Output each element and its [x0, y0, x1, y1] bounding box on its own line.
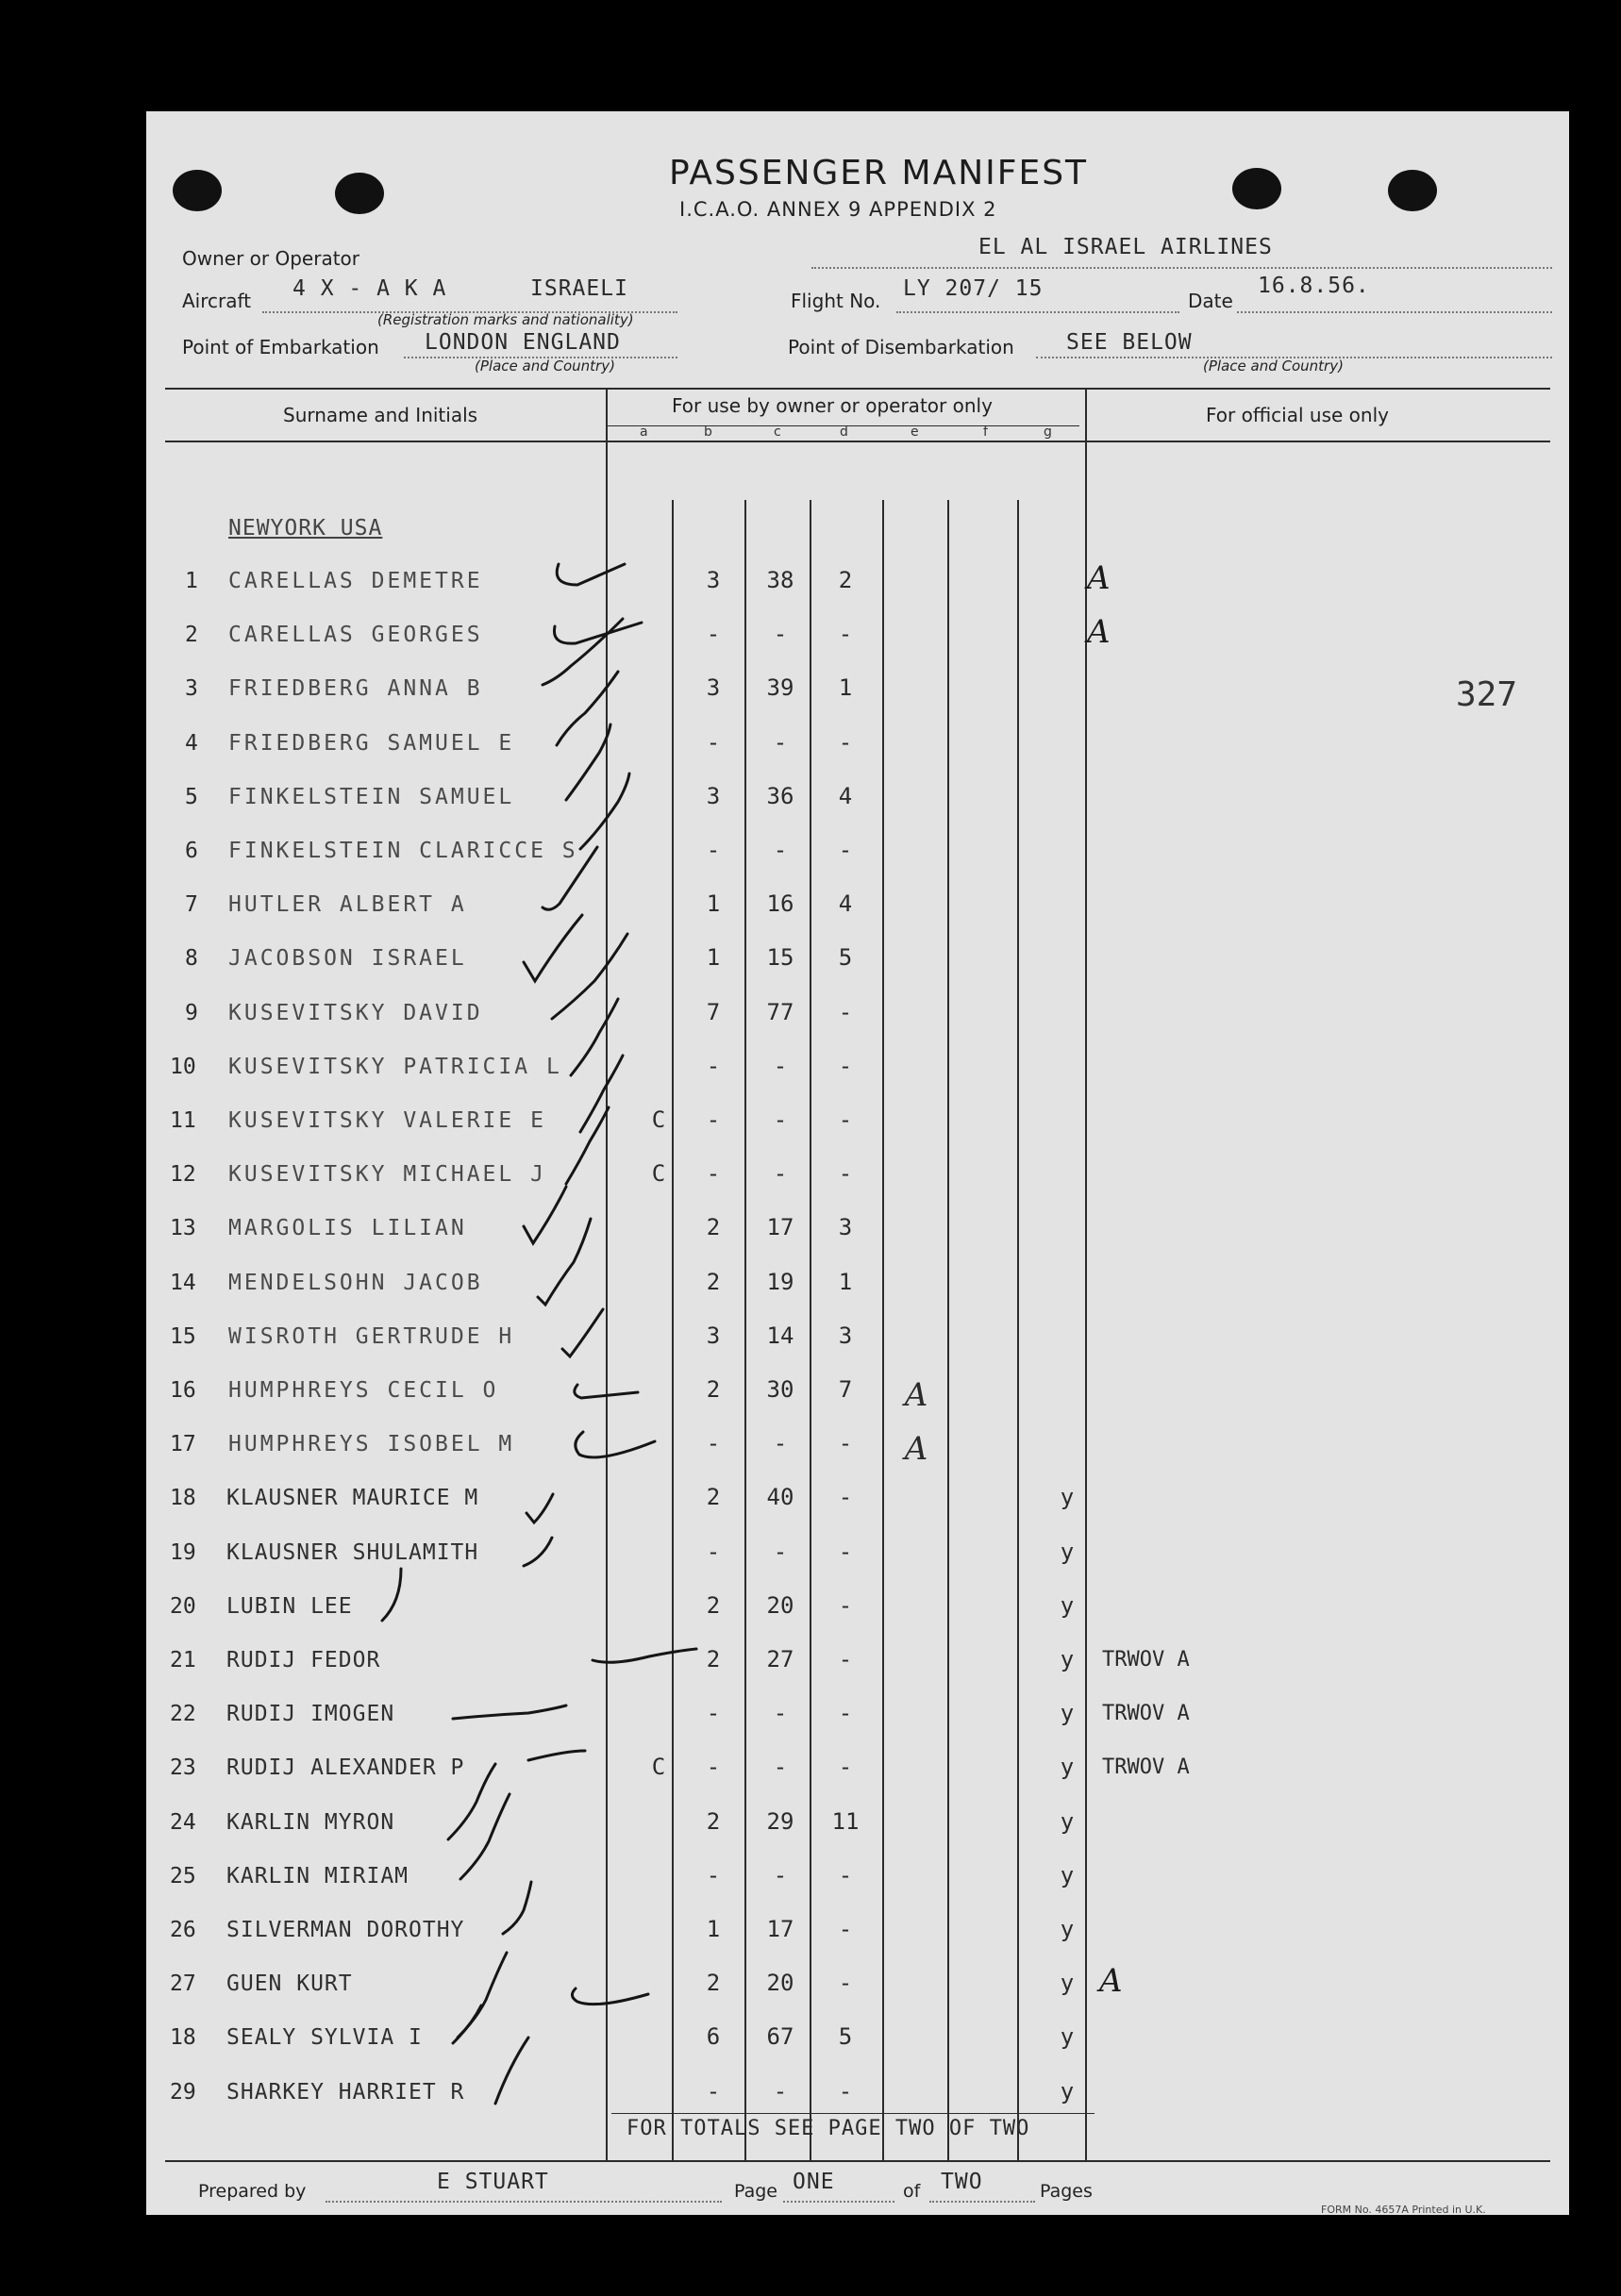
cell-b: 2: [706, 1214, 721, 1240]
cell-d: -: [838, 1053, 853, 1079]
row-number: 17: [170, 1432, 196, 1456]
row-number: 4: [185, 731, 198, 756]
passenger-name: RUDIJ FEDOR: [226, 1648, 381, 1672]
cell-d: -: [838, 621, 853, 647]
cell-d: 4: [838, 890, 853, 917]
cell-b: -: [706, 1539, 721, 1565]
passenger-name: KARLIN MIRIAM: [226, 1864, 409, 1888]
cell-d: 5: [838, 2023, 853, 2050]
cell-d: 3: [838, 1214, 853, 1240]
destination-heading: NEWYORK USA: [228, 516, 383, 541]
cell-b: 6: [706, 2023, 721, 2050]
date-label: Date: [1188, 290, 1233, 312]
cell-c: 77: [766, 999, 794, 1025]
cell-c: -: [773, 1862, 788, 1888]
cell-d: -: [838, 1916, 853, 1942]
cell-c: 20: [766, 1970, 794, 1996]
cell-c: 15: [766, 944, 794, 971]
surname-header: Surname and Initials: [283, 404, 478, 426]
row-number: 19: [170, 1540, 196, 1565]
passenger-name: SILVERMAN DOROTHY: [226, 1918, 465, 1942]
row-number: 20: [170, 1594, 196, 1619]
cell-c: 29: [766, 1808, 794, 1835]
passenger-name: FINKELSTEIN SAMUEL: [228, 785, 515, 809]
subcol-g-header: g: [1044, 424, 1052, 440]
cell-c: -: [773, 1106, 788, 1133]
cell-c: -: [773, 1430, 788, 1456]
cell-g: y: [1060, 1970, 1075, 1996]
row-number: 14: [170, 1271, 196, 1295]
cell-d: -: [838, 999, 853, 1025]
row-number: 27: [170, 1972, 196, 1996]
passenger-name: MENDELSOHN JACOB: [228, 1271, 483, 1295]
row-number: 15: [170, 1324, 196, 1349]
row-number: 18: [170, 1486, 196, 1510]
row-number: 3: [185, 676, 198, 701]
row-number: 24: [170, 1810, 196, 1835]
embarkation-label: Point of Embarkation: [182, 336, 379, 358]
cell-b: 2: [706, 1592, 721, 1619]
cell-d: 5: [838, 944, 853, 971]
cell-b: 3: [706, 1323, 721, 1349]
of-value: TWO: [941, 2170, 983, 2194]
passenger-name: KLAUSNER MAURICE M: [226, 1486, 479, 1510]
page-subtitle: I.C.A.O. ANNEX 9 APPENDIX 2: [679, 198, 997, 221]
cell-b: -: [706, 1106, 721, 1133]
cell-b: 3: [706, 567, 721, 593]
cell-g: y: [1060, 1862, 1075, 1888]
cell-c: 30: [766, 1376, 794, 1403]
form-number: FORM No. 4657A Printed in U.K.: [1321, 2204, 1486, 2216]
row-number: 8: [185, 946, 198, 971]
cell-g: y: [1060, 1592, 1075, 1619]
totals-note: FOR TOTALS SEE PAGE TWO OF TWO: [627, 2117, 1030, 2140]
row-number: 5: [185, 785, 198, 809]
cell-g: y: [1060, 1484, 1075, 1510]
page-label: Page: [734, 2181, 777, 2202]
cell-c: -: [773, 1053, 788, 1079]
embarkation-value: LONDON ENGLAND: [425, 330, 621, 355]
cell-b: 2: [706, 1646, 721, 1672]
cell-c: 16: [766, 890, 794, 917]
row-number: 21: [170, 1648, 196, 1672]
aircraft-label: Aircraft: [182, 290, 252, 312]
passenger-name: MARGOLIS LILIAN: [228, 1216, 467, 1240]
passenger-name: KUSEVITSKY MICHAEL J: [228, 1162, 546, 1187]
owner-use-header: For use by owner or operator only: [672, 394, 993, 417]
cell-d: 7: [838, 1376, 853, 1403]
passenger-name: KUSEVITSKY DAVID: [228, 1001, 483, 1025]
cell-d: -: [838, 1754, 853, 1780]
stamp-number: 327: [1456, 675, 1518, 714]
cell-b: 7: [706, 999, 721, 1025]
cell-c: -: [773, 2078, 788, 2105]
row-number: 12: [170, 1162, 196, 1187]
owner-value: EL AL ISRAEL AIRLINES: [978, 235, 1273, 259]
subcol-c-header: c: [774, 424, 781, 440]
cell-d: -: [838, 1592, 853, 1619]
embarkation-note: (Place and Country): [475, 358, 615, 374]
owner-label: Owner or Operator: [182, 247, 359, 270]
official-use-header: For official use only: [1206, 404, 1389, 426]
cell-g: y: [1060, 2078, 1075, 2105]
passenger-name: HUMPHREYS ISOBEL M: [228, 1432, 515, 1456]
cell-b: 2: [706, 1269, 721, 1295]
cell-b: 1: [706, 944, 721, 971]
aircraft-registration: 4 X - A K A: [292, 276, 447, 301]
passenger-name: KARLIN MYRON: [226, 1810, 395, 1835]
date-value: 16.8.56.: [1258, 274, 1370, 298]
of-label: of: [903, 2181, 921, 2202]
page-value: ONE: [793, 2170, 835, 2194]
passenger-name: KUSEVITSKY PATRICIA L: [228, 1055, 562, 1079]
flight-value: LY 207/ 15: [903, 276, 1044, 301]
passenger-name: GUEN KURT: [226, 1972, 353, 1996]
row-number: 23: [170, 1755, 196, 1780]
prepared-by-value: E STUART: [437, 2170, 549, 2194]
cell-d: -: [838, 1484, 853, 1510]
subcol-b-header: b: [704, 424, 712, 440]
cell-b: -: [706, 1160, 721, 1187]
passenger-name: SEALY SYLVIA I: [226, 2025, 423, 2050]
official-note: A: [1099, 1962, 1123, 2000]
cell-c: 40: [766, 1484, 794, 1510]
cell-c: -: [773, 1700, 788, 1726]
row-number: 9: [185, 1001, 198, 1025]
passenger-name: JACOBSON ISRAEL: [228, 946, 467, 971]
cell-b: 2: [706, 1376, 721, 1403]
cell-d: -: [838, 1160, 853, 1187]
pages-label: Pages: [1040, 2181, 1093, 2202]
disembarkation-value: SEE BELOW: [1066, 330, 1193, 355]
official-note: TRWOV A: [1102, 1648, 1190, 1672]
flight-label: Flight No.: [791, 290, 881, 312]
cell-b: 3: [706, 783, 721, 809]
row-number: 16: [170, 1378, 196, 1403]
row-number: 6: [185, 839, 198, 863]
cell-g: y: [1060, 1916, 1075, 1942]
cell-b: -: [706, 2078, 721, 2105]
cell-d: -: [838, 1862, 853, 1888]
cell-b: 2: [706, 1970, 721, 1996]
cell-g: y: [1060, 1808, 1075, 1835]
row-number: 13: [170, 1216, 196, 1240]
cell-d: 1: [838, 674, 853, 701]
cell-d: 1: [838, 1269, 853, 1295]
passenger-name: HUTLER ALBERT A: [228, 892, 467, 917]
row-number: 29: [170, 2080, 196, 2105]
cell-d: 11: [831, 1808, 860, 1835]
passenger-name: RUDIJ IMOGEN: [226, 1702, 395, 1726]
cell-c: -: [773, 1754, 788, 1780]
row-number: 1: [185, 569, 198, 593]
cell-b: -: [706, 1430, 721, 1456]
cell-c: 19: [766, 1269, 794, 1295]
passenger-name: LUBIN LEE: [226, 1594, 353, 1619]
cell-e: A: [904, 1430, 928, 1468]
cell-d: -: [838, 729, 853, 756]
cell-c: 17: [766, 1214, 794, 1240]
cell-d: -: [838, 1106, 853, 1133]
cell-c: 38: [766, 567, 794, 593]
passenger-name: HUMPHREYS CECIL O: [228, 1378, 499, 1403]
cell-d: 4: [838, 783, 853, 809]
cell-c: -: [773, 837, 788, 863]
passenger-name: RUDIJ ALEXANDER P: [226, 1755, 465, 1780]
cell-b: 3: [706, 674, 721, 701]
cell-d: -: [838, 1430, 853, 1456]
cell-d: -: [838, 1970, 853, 1996]
subcol-a-header: a: [640, 424, 648, 440]
passenger-name: FRIEDBERG SAMUEL E: [228, 731, 515, 756]
subcol-f-header: f: [983, 424, 988, 440]
cell-d: -: [838, 2078, 853, 2105]
official-note: TRWOV A: [1102, 1755, 1190, 1779]
aircraft-nationality: ISRAELI: [530, 276, 628, 301]
cell-a: C: [651, 1106, 666, 1133]
page-title: PASSENGER MANIFEST: [669, 154, 1089, 192]
cell-b: -: [706, 621, 721, 647]
row-number: 25: [170, 1864, 196, 1888]
cell-c: 27: [766, 1646, 794, 1672]
prepared-by-label: Prepared by: [198, 2181, 307, 2202]
cell-c: -: [773, 1160, 788, 1187]
cell-c: 20: [766, 1592, 794, 1619]
cell-c: 36: [766, 783, 794, 809]
cell-g: y: [1060, 1539, 1075, 1565]
cell-d: -: [838, 1646, 853, 1672]
cell-g: y: [1060, 1646, 1075, 1672]
cell-e: A: [904, 1376, 928, 1414]
row-number: 22: [170, 1702, 196, 1726]
passenger-name: KLAUSNER SHULAMITH: [226, 1540, 479, 1565]
passenger-name: KUSEVITSKY VALERIE E: [228, 1108, 546, 1133]
cell-b: -: [706, 1862, 721, 1888]
row-number: 10: [170, 1055, 196, 1079]
row-number: 11: [170, 1108, 196, 1133]
aircraft-note: (Registration marks and nationality): [377, 311, 634, 328]
cell-c: -: [773, 729, 788, 756]
cell-b: -: [706, 1053, 721, 1079]
disembarkation-label: Point of Disembarkation: [788, 336, 1014, 358]
cell-b: 2: [706, 1484, 721, 1510]
passenger-name: WISROTH GERTRUDE H: [228, 1324, 515, 1349]
disembarkation-note: (Place and Country): [1203, 358, 1344, 374]
cell-a: C: [651, 1754, 666, 1780]
row-number: 18: [170, 2025, 196, 2050]
cell-a: C: [651, 1160, 666, 1187]
cell-b: -: [706, 1700, 721, 1726]
passenger-name: FINKELSTEIN CLARICCE S: [228, 839, 578, 863]
cell-d: 3: [838, 1323, 853, 1349]
cell-d: -: [838, 1700, 853, 1726]
official-note: A: [1087, 613, 1111, 651]
cell-b: 1: [706, 890, 721, 917]
row-number: 2: [185, 623, 198, 647]
cell-b: -: [706, 837, 721, 863]
official-note: A: [1087, 559, 1111, 597]
cell-d: 2: [838, 567, 853, 593]
passenger-name: CARELLAS GEORGES: [228, 623, 483, 647]
cell-d: -: [838, 837, 853, 863]
row-number: 7: [185, 892, 198, 917]
cell-g: y: [1060, 1700, 1075, 1726]
cell-g: y: [1060, 2023, 1075, 2050]
subcol-d-header: d: [840, 424, 848, 440]
cell-b: -: [706, 1754, 721, 1780]
official-note: TRWOV A: [1102, 1702, 1190, 1725]
passenger-name: CARELLAS DEMETRE: [228, 569, 483, 593]
cell-d: -: [838, 1539, 853, 1565]
subcol-e-header: e: [911, 424, 919, 440]
row-number: 26: [170, 1918, 196, 1942]
cell-c: 14: [766, 1323, 794, 1349]
cell-c: 17: [766, 1916, 794, 1942]
cell-g: y: [1060, 1754, 1075, 1780]
passenger-name: FRIEDBERG ANNA B: [228, 676, 483, 701]
cell-b: -: [706, 729, 721, 756]
cell-b: 2: [706, 1808, 721, 1835]
cell-c: -: [773, 621, 788, 647]
cell-c: -: [773, 1539, 788, 1565]
passenger-name: SHARKEY HARRIET R: [226, 2080, 465, 2105]
cell-b: 1: [706, 1916, 721, 1942]
cell-c: 39: [766, 674, 794, 701]
cell-c: 67: [766, 2023, 794, 2050]
